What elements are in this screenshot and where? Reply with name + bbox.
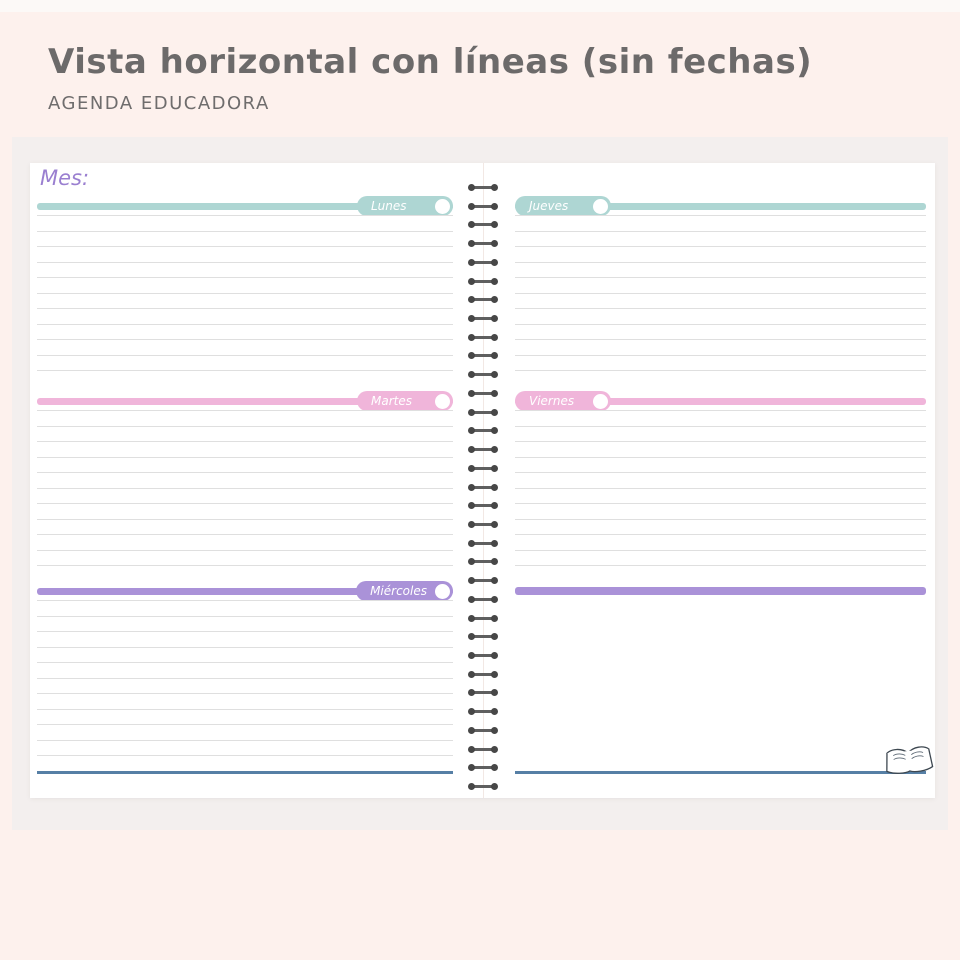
day-tab-jueves xyxy=(515,196,611,216)
rule-line xyxy=(37,488,453,489)
rule-line xyxy=(37,662,453,663)
spiral-ring xyxy=(470,186,496,189)
tab-circle xyxy=(435,394,450,409)
notebook-spread xyxy=(30,163,935,798)
rule-line xyxy=(37,441,453,442)
rule-line xyxy=(515,370,926,371)
rule-line xyxy=(37,426,453,427)
month-label: Mes: xyxy=(40,166,90,190)
open-book-logo-icon xyxy=(882,740,936,783)
rule-line xyxy=(515,339,926,340)
rule-line xyxy=(515,565,926,566)
spiral-ring xyxy=(470,691,496,694)
rule-line xyxy=(515,488,926,489)
rule-line xyxy=(37,693,453,694)
spiral-ring xyxy=(470,710,496,713)
day-row-plain xyxy=(515,581,926,601)
tab-circle xyxy=(593,394,608,409)
notebook-page-left xyxy=(37,163,453,798)
spiral-ring xyxy=(470,336,496,339)
rule-line xyxy=(37,724,453,725)
rule-line xyxy=(37,308,453,309)
rule-line xyxy=(37,647,453,648)
day-label: Viernes xyxy=(529,394,575,408)
rule-line xyxy=(37,678,453,679)
rule-line xyxy=(37,503,453,504)
day-tab-lunes xyxy=(357,196,453,216)
day-tab-martes xyxy=(357,391,453,411)
rule-line xyxy=(37,631,453,632)
spiral-ring xyxy=(470,729,496,732)
spiral-ring xyxy=(470,617,496,620)
rule-line xyxy=(515,472,926,473)
spiral-binding xyxy=(466,186,500,788)
spiral-ring xyxy=(470,542,496,545)
rule-line xyxy=(515,293,926,294)
rule-line xyxy=(37,215,453,216)
rule-line xyxy=(37,472,453,473)
rule-line xyxy=(515,410,926,411)
day-row-viernes xyxy=(515,391,926,411)
tab-circle xyxy=(593,199,608,214)
day-label: Jueves xyxy=(529,199,569,213)
rule-line xyxy=(37,410,453,411)
spiral-ring xyxy=(470,205,496,208)
spiral-ring xyxy=(470,317,496,320)
rule-line xyxy=(515,246,926,247)
rule-line xyxy=(37,565,453,566)
spiral-ring xyxy=(470,242,496,245)
rule-line xyxy=(515,277,926,278)
rule-line xyxy=(37,262,453,263)
rule-line xyxy=(37,600,453,601)
top-strip xyxy=(0,0,960,12)
rule-line xyxy=(37,534,453,535)
rule-line xyxy=(37,339,453,340)
notebook-page-right xyxy=(515,163,926,798)
spiral-ring xyxy=(470,411,496,414)
rule-line xyxy=(515,550,926,551)
day-row-miercoles xyxy=(37,581,453,601)
day-label: Miércoles xyxy=(370,584,427,598)
spiral-ring xyxy=(470,280,496,283)
page-title: Vista horizontal con líneas (sin fechas) xyxy=(48,42,813,82)
spiral-ring xyxy=(470,598,496,601)
rule-line xyxy=(37,277,453,278)
header xyxy=(48,42,812,114)
day-row-lunes xyxy=(37,196,453,216)
rule-line xyxy=(515,503,926,504)
spiral-ring xyxy=(470,748,496,751)
rule-line xyxy=(515,457,926,458)
spiral-ring xyxy=(470,448,496,451)
page-subtitle: AGENDA EDUCADORA xyxy=(48,93,270,114)
spiral-ring xyxy=(470,261,496,264)
rule-line xyxy=(37,550,453,551)
rule-line xyxy=(515,231,926,232)
day-bar xyxy=(515,587,926,595)
day-tab-viernes xyxy=(515,391,611,411)
rule-line xyxy=(515,324,926,325)
tab-circle xyxy=(435,199,450,214)
rule-line xyxy=(515,262,926,263)
spiral-ring xyxy=(470,654,496,657)
day-row-martes xyxy=(37,391,453,411)
day-row-jueves xyxy=(515,196,926,216)
spiral-ring xyxy=(470,298,496,301)
spiral-ring xyxy=(470,392,496,395)
rule-line xyxy=(515,215,926,216)
rule-line xyxy=(37,740,453,741)
spiral-ring xyxy=(470,504,496,507)
rule-line xyxy=(37,616,453,617)
spiral-ring xyxy=(470,354,496,357)
backdrop xyxy=(12,137,948,830)
spiral-ring xyxy=(470,635,496,638)
rule-line xyxy=(515,426,926,427)
day-tab-miercoles xyxy=(356,581,453,601)
spiral-ring xyxy=(470,223,496,226)
rule-line xyxy=(515,355,926,356)
spiral-ring xyxy=(470,560,496,563)
day-label: Martes xyxy=(371,394,412,408)
rule-line xyxy=(37,246,453,247)
rule-line xyxy=(37,324,453,325)
rule-line xyxy=(37,293,453,294)
rule-line xyxy=(37,370,453,371)
rule-line xyxy=(515,308,926,309)
spiral-ring xyxy=(470,429,496,432)
spiral-ring xyxy=(470,579,496,582)
bottom-accent-line xyxy=(515,771,926,774)
tab-circle xyxy=(435,584,450,599)
rule-line xyxy=(37,231,453,232)
spiral-ring xyxy=(470,673,496,676)
rule-line xyxy=(37,355,453,356)
rule-line xyxy=(515,534,926,535)
rule-line xyxy=(37,709,453,710)
day-label: Lunes xyxy=(371,199,407,213)
bottom-accent-line xyxy=(37,771,453,774)
rule-line xyxy=(515,519,926,520)
rule-line xyxy=(37,755,453,756)
spiral-ring xyxy=(470,766,496,769)
spiral-ring xyxy=(470,467,496,470)
rule-line xyxy=(515,441,926,442)
spiral-ring xyxy=(470,486,496,489)
spiral-ring xyxy=(470,785,496,788)
spiral-ring xyxy=(470,373,496,376)
rule-line xyxy=(37,519,453,520)
rule-line xyxy=(37,457,453,458)
spiral-ring xyxy=(470,523,496,526)
